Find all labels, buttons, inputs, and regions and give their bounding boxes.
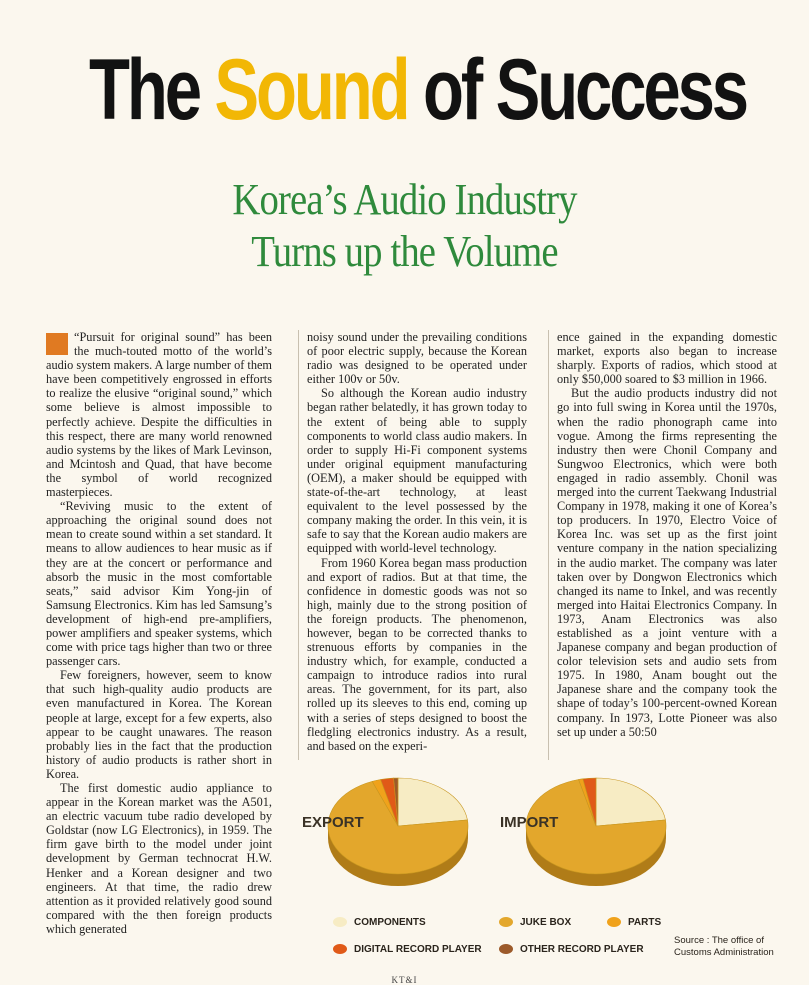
swatch xyxy=(333,944,347,954)
source-line: Source : The office of xyxy=(674,935,764,946)
source-note xyxy=(674,935,774,959)
export-chart-title: EXPORT xyxy=(302,814,364,831)
title-accent: Sound xyxy=(214,42,408,138)
paragraph: The first domestic audio appliance to appear in the Korean market was the A501, an electric vacuum tube radio developed by Goldstar (now LG Electronics), in 1959. The firm gave birth to the model under joint development by German technocrat H.W. Henker and a Korean designer and two engineers. At that time, the radio drew attention as it provided relatively good sound compared with the then foreign products which generated xyxy=(46,781,272,936)
legend-label: JUKE BOX xyxy=(520,916,572,928)
article-column-3 xyxy=(548,330,777,760)
swatch xyxy=(607,917,621,927)
pie-slice-components xyxy=(398,778,467,826)
source-line: Customs Administration xyxy=(674,947,774,958)
paragraph xyxy=(46,330,272,499)
paragraph: ence gained in the expanding domestic market, exports also began to increase sharply. Exports of radios, which stood at only $50,000 soared to $3 million in 1966. xyxy=(557,330,777,387)
legend-swatch-icon xyxy=(332,943,348,955)
article-title xyxy=(88,40,746,140)
subtitle-line2: Turns up the Volume xyxy=(251,227,558,276)
title-part2: of Success xyxy=(407,42,746,138)
legend-label: DIGITAL RECORD PLAYER xyxy=(354,943,482,955)
legend-parts xyxy=(606,916,661,928)
legend-swatch-icon xyxy=(606,916,622,928)
legend-label: OTHER RECORD PLAYER xyxy=(520,943,644,955)
article-column-1 xyxy=(46,330,272,960)
pie-charts-area xyxy=(296,770,796,985)
paragraph: Few foreigners, however, seem to know that such high-quality audio products are even manufactured in Korea. The Korean people at large, except for a few experts, also appear to be caught unawares. The reason probably lies in the fact that the production history of audio products is rather short in Korea. xyxy=(46,668,272,781)
legend-label: COMPONENTS xyxy=(354,916,426,928)
paragraph: But the audio products industry did not go into full swing in Korea until the 1970s, when the radio phonograph came into vogue. Among the firms representing the industry then were Chonil Company and Sungwoo Electronics, which were both engaged in radio assembly. Chonil was merged into the current Taekwang Industrial Company in 1978, making it one of Korea’s top producers. In 1970, Electro Voice of Korea Inc. was set up as the first joint venture company in the nation specializing in the audio market. The company was later taken over by Dongwon Electronics which changed its name to Inkel, and was recently merged into Haitai Electronics Company. In 1973, Anam Electronics was also established as a joint venture with a Japanese company and began production of color television sets and audio sets from 1975. In 1980, Anam bought out the Japanese share and the company took the shape of today’s 100-percent-owned Korean company. In 1973, Lotte Pioneer was also set up under a 50:50 xyxy=(557,386,777,739)
swatch xyxy=(333,917,347,927)
title-part1: The xyxy=(88,42,215,138)
legend-label: PARTS xyxy=(628,916,662,928)
legend-digital-record-player xyxy=(332,943,482,955)
paragraph: “Reviving music to the extent of approaching the original sound does not mean to create sound within a set standard. It means to allow audiences to hear music as if they are at the concert or performance and absorb the music in the most comfortable seats,” said advisor Kim Yong-jin of Samsung Electronics. Kim has led Samsung’s development of high-end pre-amplifiers, power amplifiers and speaker systems, which come with price tags higher than two or three passenger cars. xyxy=(46,499,272,669)
legend-juke-box xyxy=(498,916,571,928)
import-chart-title: IMPORT xyxy=(500,814,559,831)
legend-swatch-icon xyxy=(498,916,514,928)
legend-swatch-icon xyxy=(498,943,514,955)
swatch xyxy=(499,944,513,954)
legend-other-record-player xyxy=(498,943,644,955)
legend-swatch-icon xyxy=(332,916,348,928)
legend-components xyxy=(332,916,426,928)
page-footer: KT&I xyxy=(391,975,418,985)
pie-charts xyxy=(296,770,796,910)
paragraph: noisy sound under the prevailing conditions of poor electric supply, because the Korean radio was designed to be operated under either 100v or 50v. xyxy=(307,330,527,387)
paragraph: So although the Korean audio industry began rather belatedly, it has grown today to the extent of being able to supply components to world class audio makers. In order to supply Hi-Fi component systems under original equipment manufacturing (OEM), a maker should be equipped with state-of-the-art technology, at least equivalent to the level possessed by the company making the order. In this vein, it is safe to say that the Korean audio makers are equipped with world-level technology. xyxy=(307,386,527,556)
paragraph: From 1960 Korea began mass production and export of radios. But at that time, the confidence in domestic goods was not so high, mainly due to the strong position of the foreign products. The phenomenon, however, began to be corrected thanks to strenuous efforts by companies in the industry which, for example, conducted a campaign to introduce radios into rural areas. The government, for its part, also rolled up its sleeves to this end, coming up with a series of steps designed to boost the fledgling electronics industry. As a result, and based on the experi- xyxy=(307,555,527,753)
orange-square-marker xyxy=(46,333,68,355)
subtitle-line1: Korea’s Audio Industry xyxy=(232,175,577,224)
swatch xyxy=(499,917,513,927)
pie-slice-components xyxy=(596,778,665,826)
article-column-2 xyxy=(298,330,527,760)
paragraph-text: “Pursuit for original sound” has been the much-touted motto of the world’s audio system makers. A large number of them have been competitively engrossed in efforts to realize the elusive “original sound,” which some believe is almost impossible to perfectly achieve. Despite the difficulties in this respect, there are many world renowned audio systems by the likes of Mark Levinson, and Mcintosh and Quad, that have become the symbol of world recognized masterpieces. xyxy=(46,330,272,500)
